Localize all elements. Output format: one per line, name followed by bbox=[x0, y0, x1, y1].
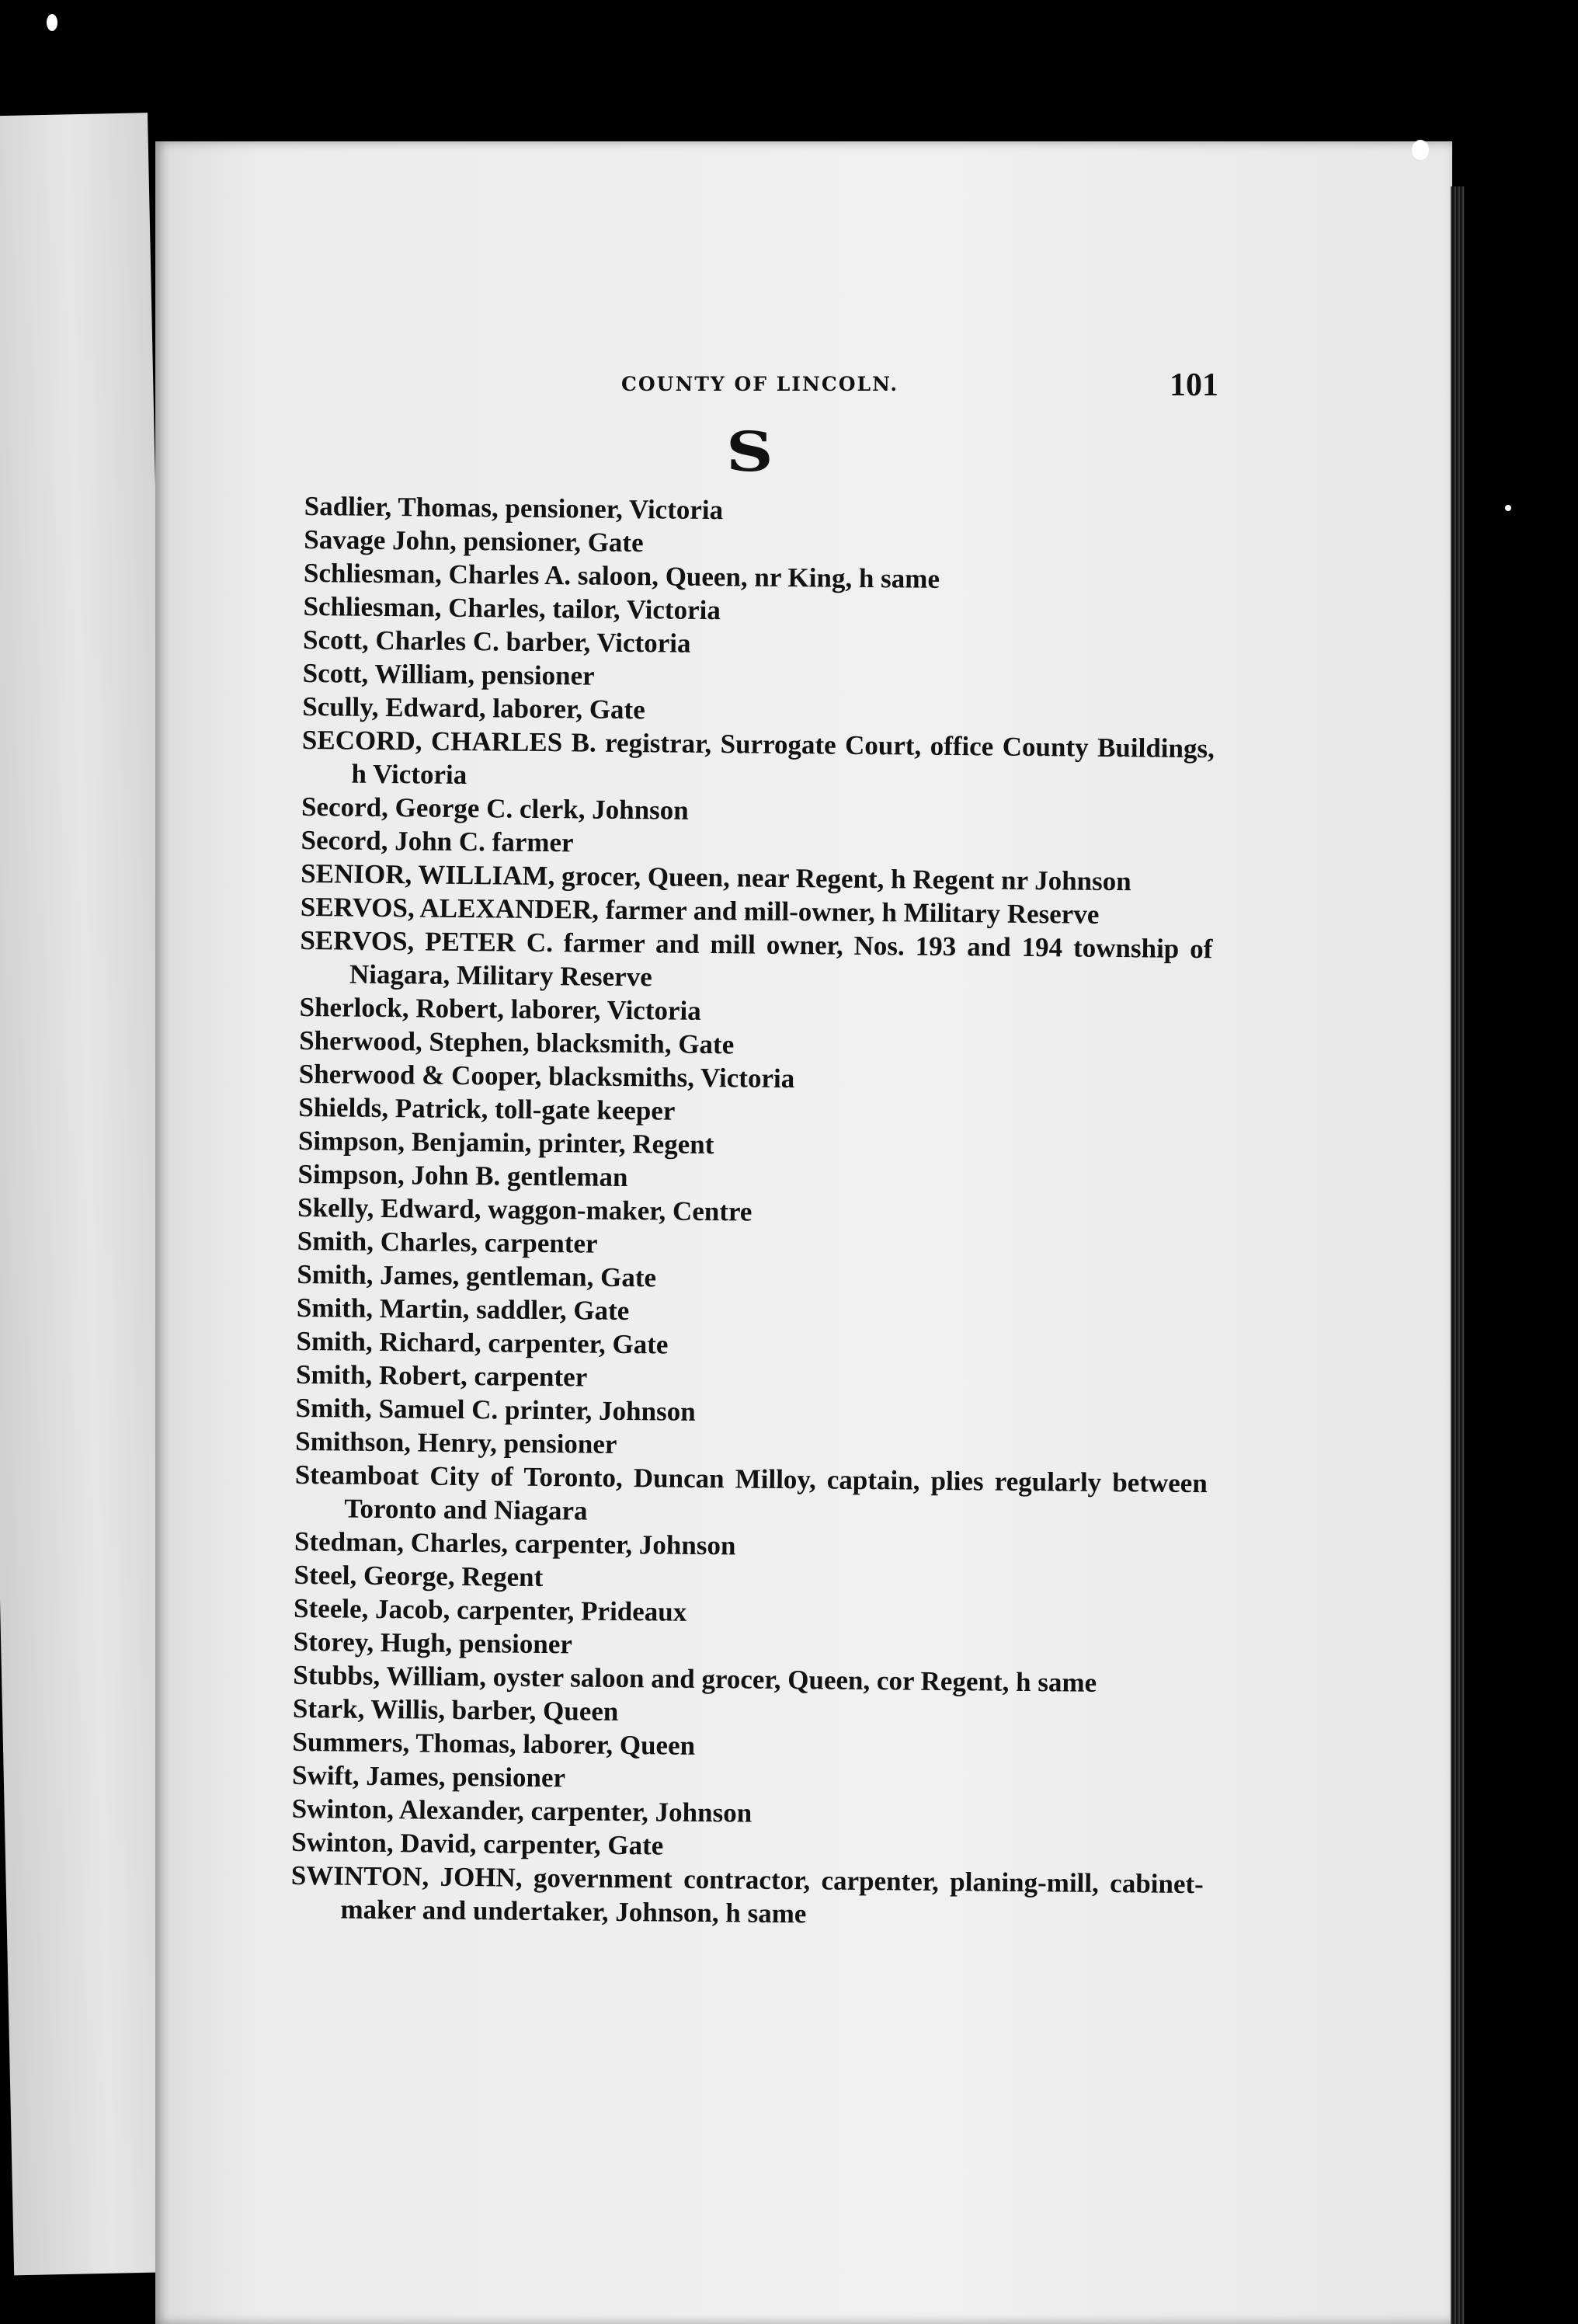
directory-entry: SWINTON, JOHN, government contractor, carpenter, planing-mill, cabinet-maker and undertaker, Johnson, h same bbox=[290, 1860, 1204, 1929]
directory-entry: Smithson, Henry, pensioner bbox=[295, 1425, 617, 1459]
page-header bbox=[0, 367, 1578, 404]
directory-entry: Sherlock, Robert, laborer, Victoria bbox=[299, 991, 701, 1026]
directory-entry: Schliesman, Charles, tailor, Victoria bbox=[303, 590, 721, 626]
running-head: COUNTY OF LINCOLN. bbox=[621, 373, 899, 395]
directory-entry: Storey, Hugh, pensioner bbox=[293, 1626, 573, 1660]
directory-entries bbox=[290, 489, 1217, 1934]
directory-entry: Scott, Charles C. barber, Victoria bbox=[302, 624, 691, 659]
scan-speck bbox=[47, 14, 57, 31]
section-letter: S bbox=[725, 419, 773, 484]
directory-entry: Smith, Robert, carpenter bbox=[295, 1359, 588, 1393]
directory-entry: SERVOS, ALEXANDER, farmer and mill-owner, h Military Reserve bbox=[300, 891, 1100, 930]
directory-entry: Steel, George, Regent bbox=[294, 1559, 544, 1593]
directory-entry: Simpson, Benjamin, printer, Regent bbox=[297, 1125, 714, 1160]
directory-entry: Smith, Charles, carpenter bbox=[297, 1225, 598, 1259]
directory-entry: Simpson, John B. gentleman bbox=[297, 1158, 628, 1193]
directory-entry: Smith, Richard, carpenter, Gate bbox=[296, 1325, 669, 1360]
directory-entry: Sadlier, Thomas, pensioner, Victoria bbox=[304, 490, 724, 526]
directory-entry: Secord, George C. clerk, Johnson bbox=[301, 791, 689, 826]
directory-entry: SENIOR, WILLIAM, grocer, Queen, near Regent, h Regent nr Johnson bbox=[301, 858, 1131, 897]
directory-entry: Stark, Willis, barber, Queen bbox=[292, 1693, 619, 1727]
directory-entry: Skelly, Edward, waggon-maker, Centre bbox=[297, 1192, 753, 1227]
directory-entry: Swinton, David, carpenter, Gate bbox=[291, 1826, 664, 1861]
directory-entry: Summers, Thomas, laborer, Queen bbox=[292, 1726, 696, 1761]
directory-entry: Schliesman, Charles A. saloon, Queen, nr King, h same bbox=[303, 557, 940, 594]
directory-entry: Secord, John C. farmer bbox=[301, 824, 574, 858]
directory-entry: Smith, James, gentleman, Gate bbox=[297, 1258, 657, 1293]
directory-entry: Steamboat City of Toronto, Duncan Milloy, captain, plies regularly between Toronto and Niagara bbox=[294, 1459, 1208, 1526]
directory-entry: Savage John, pensioner, Gate bbox=[304, 524, 644, 558]
scan-speck bbox=[1505, 505, 1511, 511]
directory-entry: Sherwood & Cooper, blacksmiths, Victoria bbox=[298, 1058, 795, 1094]
scan-speck bbox=[1412, 140, 1429, 160]
directory-entry: Steele, Jacob, carpenter, Prideaux bbox=[293, 1592, 687, 1627]
directory-entry: Swinton, Alexander, carpenter, Johnson bbox=[291, 1793, 753, 1828]
directory-entry: Sherwood, Stephen, blacksmith, Gate bbox=[299, 1025, 735, 1060]
directory-entry: Stubbs, William, oyster saloon and grocer, Queen, cor Regent, h same bbox=[293, 1659, 1097, 1698]
page-number: 101 bbox=[1170, 367, 1218, 403]
directory-entry: Stedman, Charles, carpenter, Johnson bbox=[294, 1526, 736, 1561]
directory-entry: Scott, William, pensioner bbox=[302, 657, 595, 691]
directory-entry: Smith, Martin, saddler, Gate bbox=[296, 1292, 630, 1327]
directory-entry: SECORD, CHARLES B. registrar, Surrogate Court, office County Buildings, h Victoria bbox=[301, 724, 1215, 791]
page-stack-edge bbox=[1451, 186, 1465, 2324]
directory-entry: SERVOS, PETER C. farmer and mill owner, Nos. 193 and 194 township of Niagara, Military Reserve bbox=[300, 924, 1213, 993]
directory-entry: Scully, Edward, laborer, Gate bbox=[302, 691, 645, 725]
directory-entry: Swift, James, pensioner bbox=[291, 1759, 566, 1793]
directory-entry: Smith, Samuel C. printer, Johnson bbox=[295, 1392, 696, 1427]
directory-entry: Shields, Patrick, toll-gate keeper bbox=[298, 1091, 676, 1126]
